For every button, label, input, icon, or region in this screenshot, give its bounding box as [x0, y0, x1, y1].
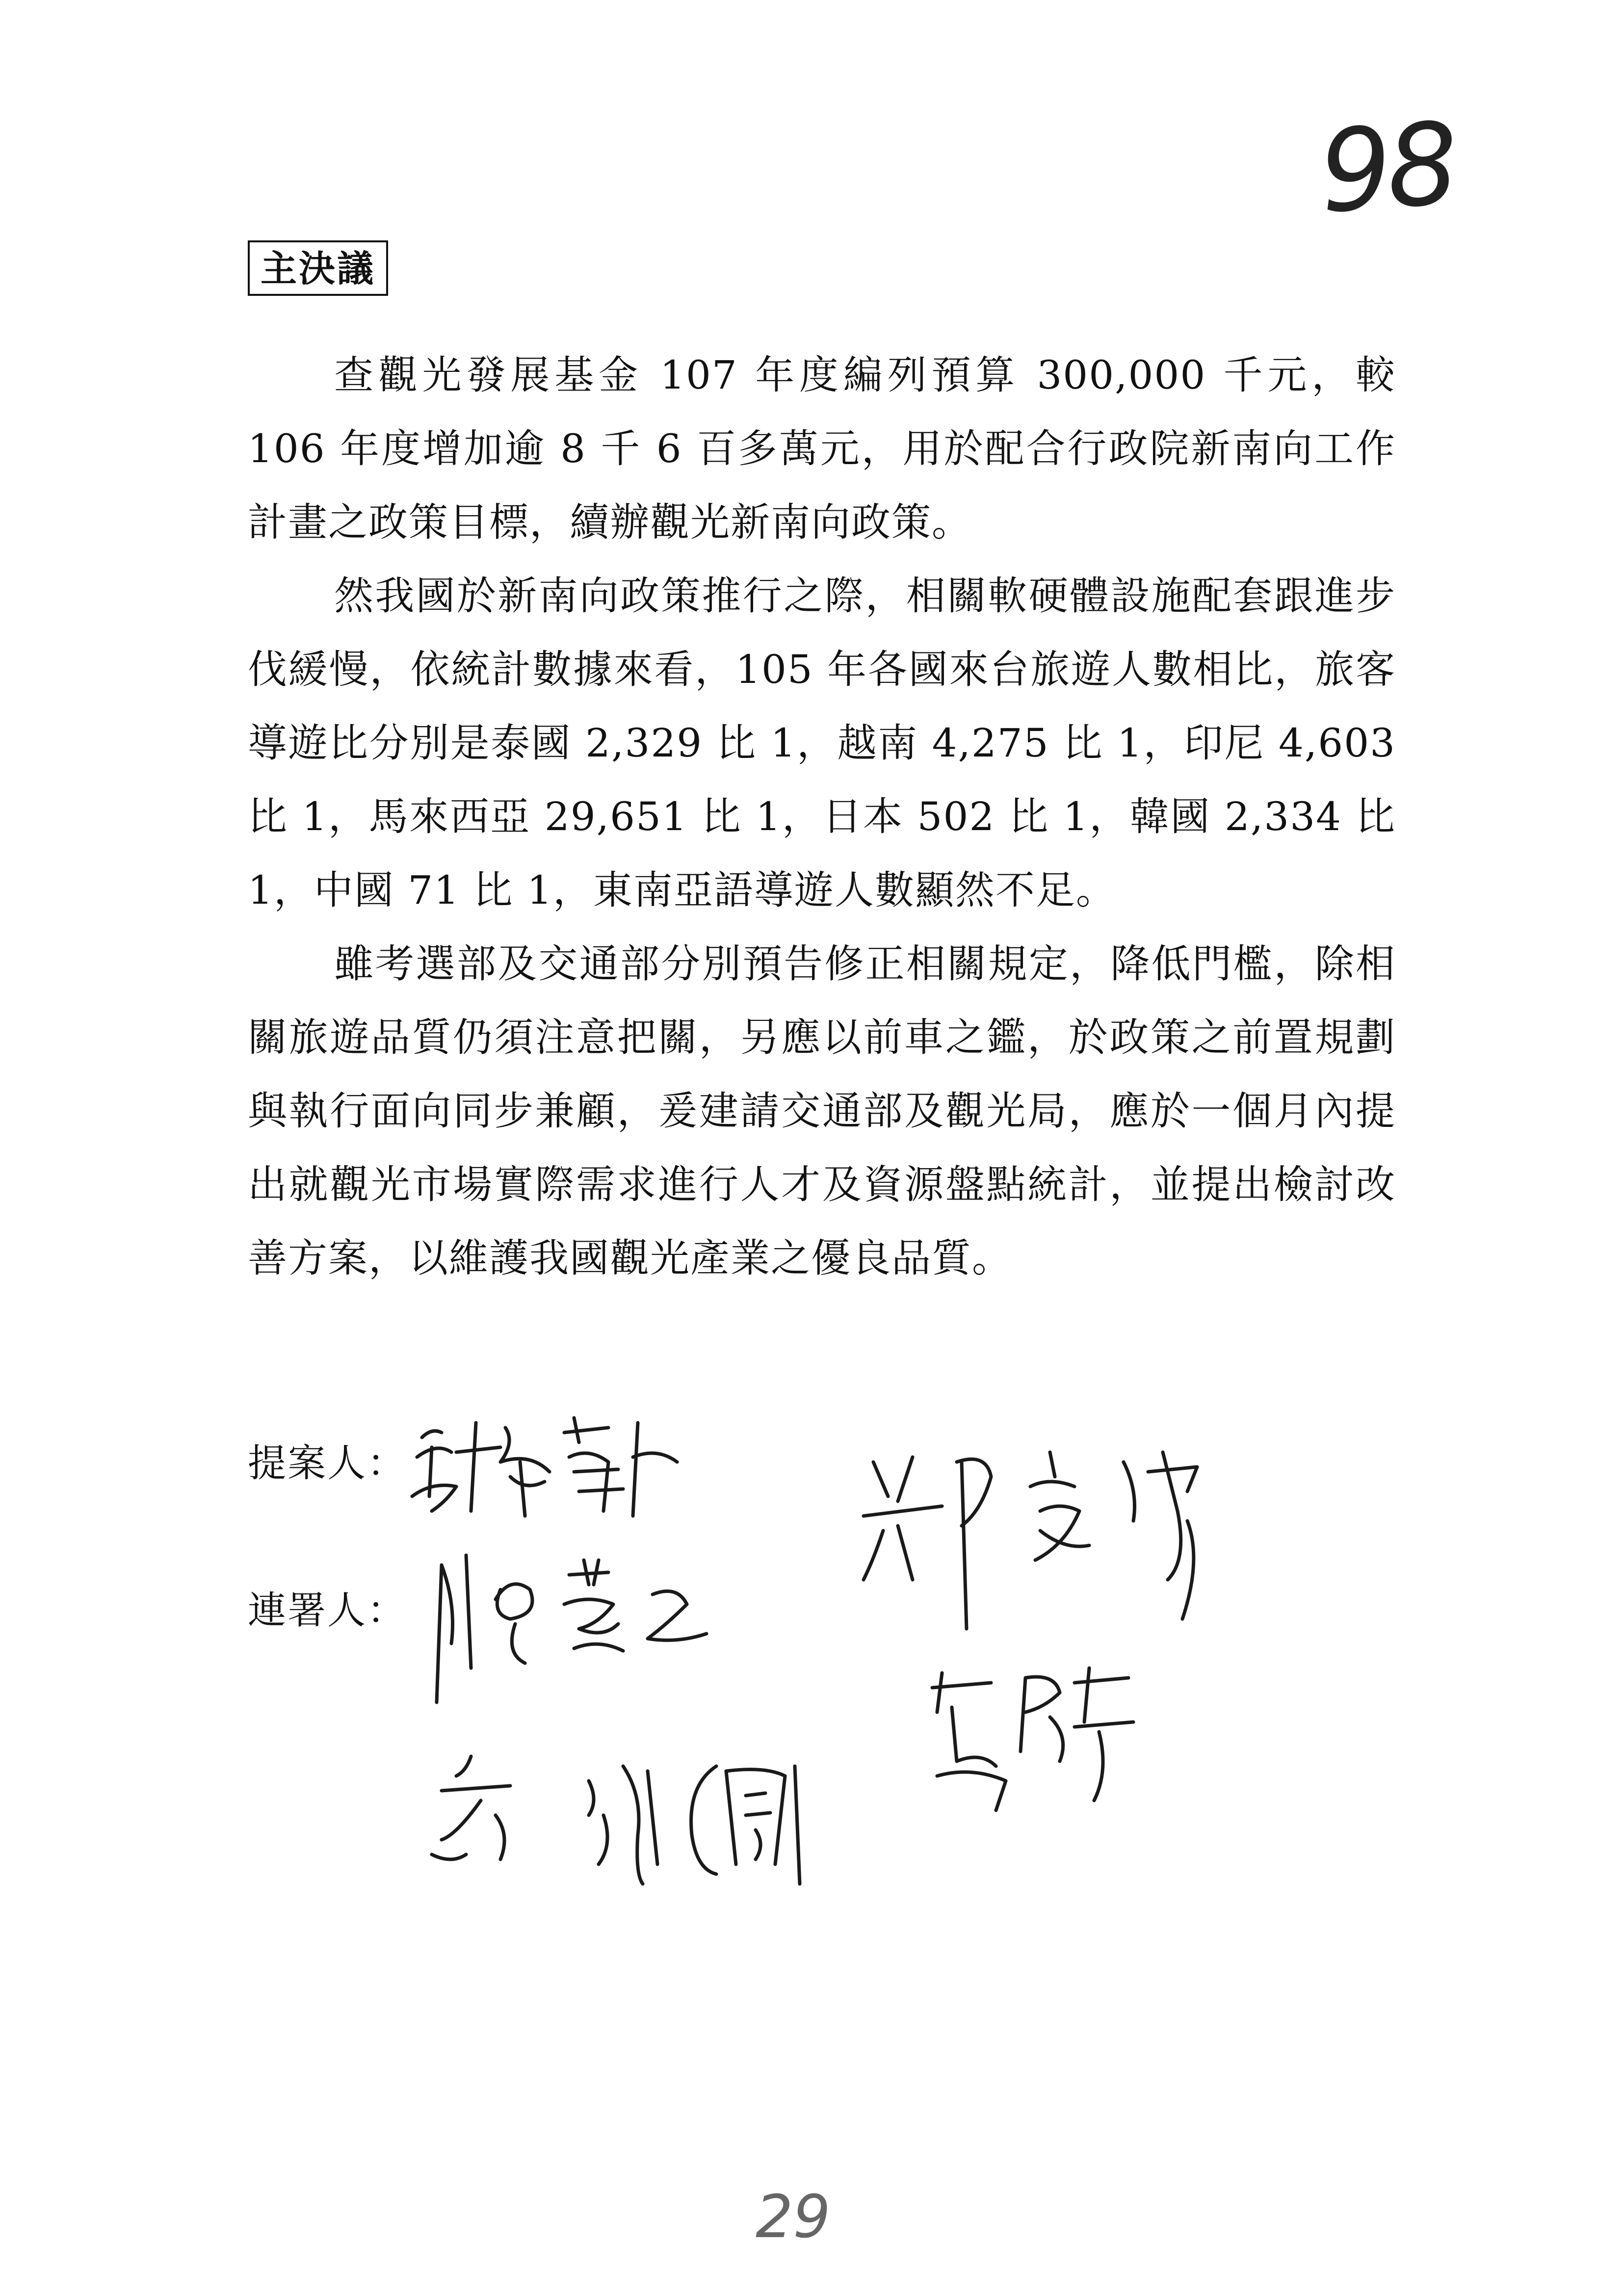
footer-handwritten-mark: 29 — [756, 2183, 831, 2251]
cosigner-label: 連署人： — [248, 1589, 407, 1633]
paragraph-budget: 查觀光發展基金 107 年度編列預算 300,000 千元，較 106 年度增加逾 8 千 6 百多萬元，用於配合行政院新南向工作計畫之政策目標，續辦觀光新南向政策。 — [248, 352, 1396, 545]
cosigner-signature-2 — [844, 1433, 1217, 1639]
handwritten-page-number: 98 — [1315, 98, 1458, 239]
paragraph-guide-ratio: 然我國於新南向政策推行之際，相關軟硬體設施配套跟進步伐緩慢，依統計數據來看，105 年各國來台旅遊人數相比，旅客導遊比分別是泰國 2,329 比 1，越南 4,275 比 1，印尼 4,603 比 1，馬來西亞 29,651 比 1，日本 502 比 1，韓國 2,334 比 1，中國 71 比 1，東南亞語導遊人數顯然不足。 — [248, 573, 1396, 913]
cosigner-signature-4 — [412, 1737, 854, 1894]
resolution-heading: 主決議 — [248, 240, 388, 296]
proposer-label: 提案人： — [248, 1441, 407, 1486]
cosigner-signature-1 — [422, 1545, 746, 1712]
resolution-body — [248, 339, 1396, 1295]
cosigner-signature-3 — [913, 1653, 1148, 1820]
proposer-signature — [402, 1398, 746, 1526]
paragraph-recommendation: 雖考選部及交通部分別預告修正相關規定，降低門檻，除相關旅遊品質仍須注意把關，另應以前車之鑑，於政策之前置規劃與執行面向同步兼顧，爰建請交通部及觀光局，應於一個月內提出就觀光市場實際需求進行人才及資源盤點統計，並提出檢討改善方案，以維護我國觀光產業之優良品質。 — [248, 941, 1396, 1281]
